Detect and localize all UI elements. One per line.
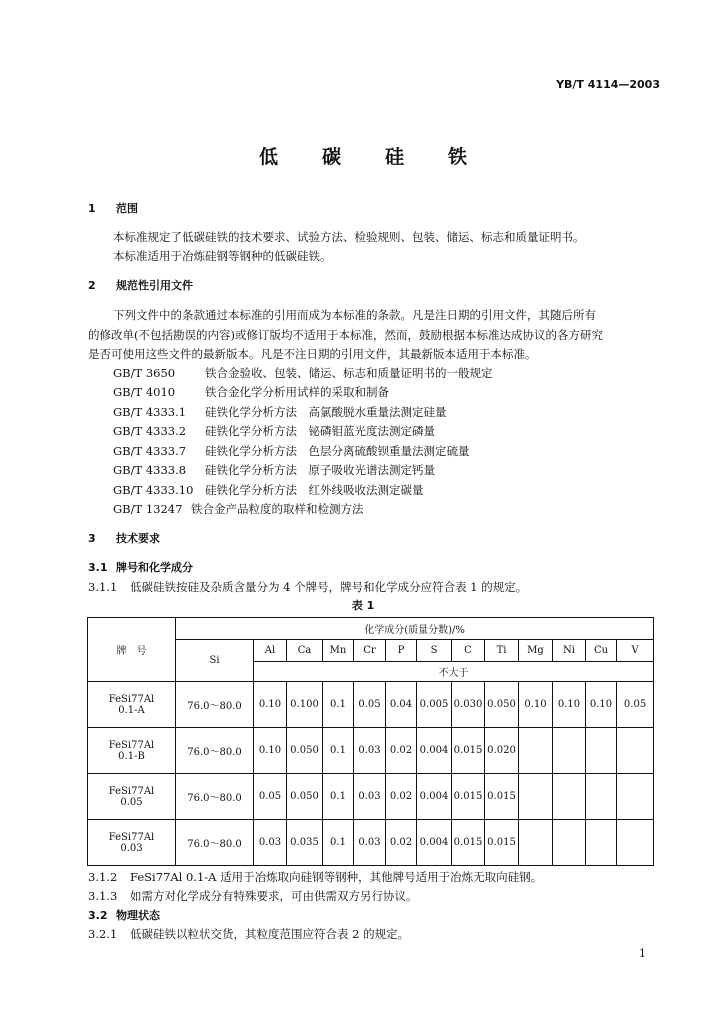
section-2-heading	[88, 277, 193, 293]
reference-title: 铁合金验收、包装、储运、标志和质量证明书的一般规定	[205, 366, 493, 380]
grade-cell	[88, 774, 176, 820]
value-cell	[586, 820, 617, 866]
reference-item	[113, 462, 435, 478]
reference-code: GB/T 4333.2	[113, 424, 187, 438]
clause	[88, 888, 418, 904]
reference-code: GB/T 4333.10	[113, 483, 194, 497]
value-cell: 0.005	[417, 682, 452, 728]
paragraph: 本标准适用于冶炼硅钢等钢种的低碳硅铁。	[113, 249, 332, 263]
element-header: Cr	[354, 640, 386, 662]
reference-code: GB/T 4333.7	[113, 444, 187, 458]
reference-item	[113, 423, 435, 439]
value-cell: 0.10	[586, 682, 617, 728]
element-header: P	[386, 640, 417, 662]
grade-line: 0.05	[120, 796, 143, 808]
element-header: Ni	[553, 640, 586, 662]
value-cell: 0.015	[485, 820, 519, 866]
table-row	[88, 728, 654, 774]
element-header: Mg	[519, 640, 553, 662]
value-cell: 0.100	[287, 682, 323, 728]
grade-line: FeSi77Al	[108, 785, 155, 797]
reference-code: GB/T 3650	[113, 366, 176, 380]
clause-text: 低碳硅铁按硅及杂质含量分为 4 个牌号，牌号和化学成分应符合表 1 的规定。	[130, 580, 528, 594]
grade-line: 0.1-B	[118, 750, 145, 762]
element-header: Ca	[287, 640, 323, 662]
value-cell: 0.004	[417, 728, 452, 774]
value-cell	[617, 774, 654, 820]
value-cell: 0.02	[386, 774, 417, 820]
value-cell	[519, 820, 553, 866]
value-cell: 0.030	[452, 682, 485, 728]
clause-number: 3.1.3	[88, 889, 118, 903]
value-cell: 0.015	[452, 774, 485, 820]
section-number: 3.2	[88, 909, 108, 922]
value-cell: 0.10	[254, 728, 287, 774]
grade-line: 0.1-A	[118, 704, 145, 716]
section-title: 规范性引用文件	[116, 279, 193, 292]
section-title: 范围	[116, 202, 138, 215]
section-title: 技术要求	[116, 532, 160, 545]
value-cell: 0.050	[485, 682, 519, 728]
value-cell: 0.020	[485, 728, 519, 774]
reference-code: GB/T 13247	[113, 502, 183, 516]
reference-item	[113, 365, 493, 381]
reference-code: GB/T 4333.8	[113, 463, 187, 477]
reference-title: 硅铁化学分析方法 高氯酸脱水重量法测定硅量	[205, 405, 447, 419]
reference-item	[113, 443, 470, 459]
value-cell: 0.03	[354, 820, 386, 866]
subsection-heading	[88, 907, 160, 923]
value-cell	[553, 728, 586, 774]
grade-cell	[88, 820, 176, 866]
value-cell	[553, 820, 586, 866]
value-cell: 0.004	[417, 820, 452, 866]
reference-code: GB/T 4010	[113, 385, 176, 399]
value-cell: 0.1	[323, 728, 354, 774]
value-cell	[519, 774, 553, 820]
section-3-heading	[88, 530, 160, 546]
section-number: 3	[88, 532, 96, 545]
chemical-composition-table	[87, 617, 654, 866]
section-1-heading	[88, 200, 138, 216]
reference-title: 硅铁化学分析方法 原子吸收光谱法测定钙量	[205, 463, 435, 477]
section-number: 2	[88, 279, 96, 292]
value-cell: 0.015	[485, 774, 519, 820]
clause-text: FeSi77Al 0.1-A 适用于冶炼取向硅钢等钢种，其他牌号适用于冶炼无取向硅钢。	[130, 870, 543, 884]
si-header: Si	[176, 640, 254, 682]
grade-line: 0.03	[120, 842, 143, 854]
element-header: C	[452, 640, 485, 662]
table-row	[88, 820, 654, 866]
paragraph-line: 下列文件中的条款通过本标准的引用而成为本标准的条款。凡是注日期的引用文件，其随后所有	[113, 308, 596, 322]
value-cell: 0.1	[323, 820, 354, 866]
value-cell: 0.02	[386, 728, 417, 774]
reference-title: 硅铁化学分析方法 色层分离硫酸钡重量法测定硫量	[205, 444, 470, 458]
grade-cell	[88, 728, 176, 774]
value-cell: 0.10	[254, 682, 287, 728]
reference-item	[113, 501, 364, 517]
subsection-heading	[88, 559, 193, 575]
value-cell: 0.015	[452, 820, 485, 866]
value-cell	[586, 728, 617, 774]
reference-item	[113, 404, 447, 420]
document-code: YB/T 4114—2003	[556, 78, 660, 91]
reference-title: 硅铁化学分析方法 铋磷钼蓝光度法测定磷量	[205, 424, 435, 438]
page-title: 低碳硅铁	[258, 146, 511, 168]
si-cell: 76.0～80.0	[176, 774, 254, 820]
reference-title: 铁合金产品粒度的取样和检测方法	[191, 502, 364, 516]
section-title: 牌号和化学成分	[116, 561, 193, 574]
value-cell: 0.10	[553, 682, 586, 728]
value-cell	[519, 728, 553, 774]
reference-title: 铁合金化学分析用试样的采取和制备	[205, 385, 389, 399]
value-cell: 0.05	[617, 682, 654, 728]
grade-line: FeSi77Al	[108, 693, 155, 705]
element-header: Cu	[586, 640, 617, 662]
grade-line: FeSi77Al	[108, 831, 155, 843]
clause	[88, 579, 527, 595]
value-cell: 0.03	[354, 728, 386, 774]
clause-number: 3.2.1	[88, 927, 118, 941]
value-cell	[617, 820, 654, 866]
value-cell	[553, 774, 586, 820]
value-cell: 0.050	[287, 774, 323, 820]
element-header: V	[617, 640, 654, 662]
si-cell: 76.0～80.0	[176, 728, 254, 774]
value-cell	[617, 728, 654, 774]
reference-item	[113, 384, 389, 400]
clause-text: 低碳硅铁以粒状交货，其粒度范围应符合表 2 的规定。	[130, 927, 410, 941]
reference-item	[113, 482, 424, 498]
element-header: Mn	[323, 640, 354, 662]
value-cell: 0.015	[452, 728, 485, 774]
table-caption: 表 1	[351, 599, 375, 612]
paragraph: 本标准规定了低碳硅铁的技术要求、试验方法、检验规则、包装、储运、标志和质量证明书。	[113, 230, 585, 244]
value-cell: 0.004	[417, 774, 452, 820]
value-cell: 0.1	[323, 774, 354, 820]
composition-header: 化学成分(质量分数)/%	[176, 618, 654, 640]
paragraph-line: 是否可使用这些文件的最新版本。凡是不注日期的引用文件，其最新版本适用于本标准。	[88, 347, 537, 361]
section-number: 1	[88, 202, 96, 215]
clause-text: 如需方对化学成分有特殊要求，可由供需双方另行协议。	[130, 889, 418, 903]
reference-title: 硅铁化学分析方法 红外线吸收法测定碳量	[205, 483, 424, 497]
value-cell: 0.04	[386, 682, 417, 728]
value-cell: 0.03	[254, 820, 287, 866]
value-cell: 0.03	[354, 774, 386, 820]
clause	[88, 869, 542, 885]
value-cell: 0.035	[287, 820, 323, 866]
clause-number: 3.1.1	[88, 580, 118, 594]
table-row	[88, 774, 654, 820]
grade-line: FeSi77Al	[108, 739, 155, 751]
value-cell: 0.050	[287, 728, 323, 774]
paragraph-line: 的修改单(不包括勘误的内容)或修订版均不适用于本标准，然而，鼓励根据本标准达成协议的各方研究	[88, 328, 603, 342]
value-cell: 0.1	[323, 682, 354, 728]
grade-cell	[88, 682, 176, 728]
element-header: Ti	[485, 640, 519, 662]
clause-number: 3.1.2	[88, 870, 118, 884]
section-title: 物理状态	[116, 909, 160, 922]
section-number: 3.1	[88, 561, 108, 574]
value-cell	[586, 774, 617, 820]
value-cell: 0.05	[354, 682, 386, 728]
si-cell: 76.0～80.0	[176, 682, 254, 728]
si-cell: 76.0～80.0	[176, 820, 254, 866]
element-header: S	[417, 640, 452, 662]
value-cell: 0.10	[519, 682, 553, 728]
value-cell: 0.05	[254, 774, 287, 820]
element-header: Al	[254, 640, 287, 662]
max-label: 不大于	[254, 662, 654, 682]
page-number: 1	[639, 947, 646, 960]
table-row	[88, 682, 654, 728]
grade-header: 牌 号	[88, 618, 176, 682]
value-cell: 0.02	[386, 820, 417, 866]
clause	[88, 926, 409, 942]
reference-code: GB/T 4333.1	[113, 405, 187, 419]
